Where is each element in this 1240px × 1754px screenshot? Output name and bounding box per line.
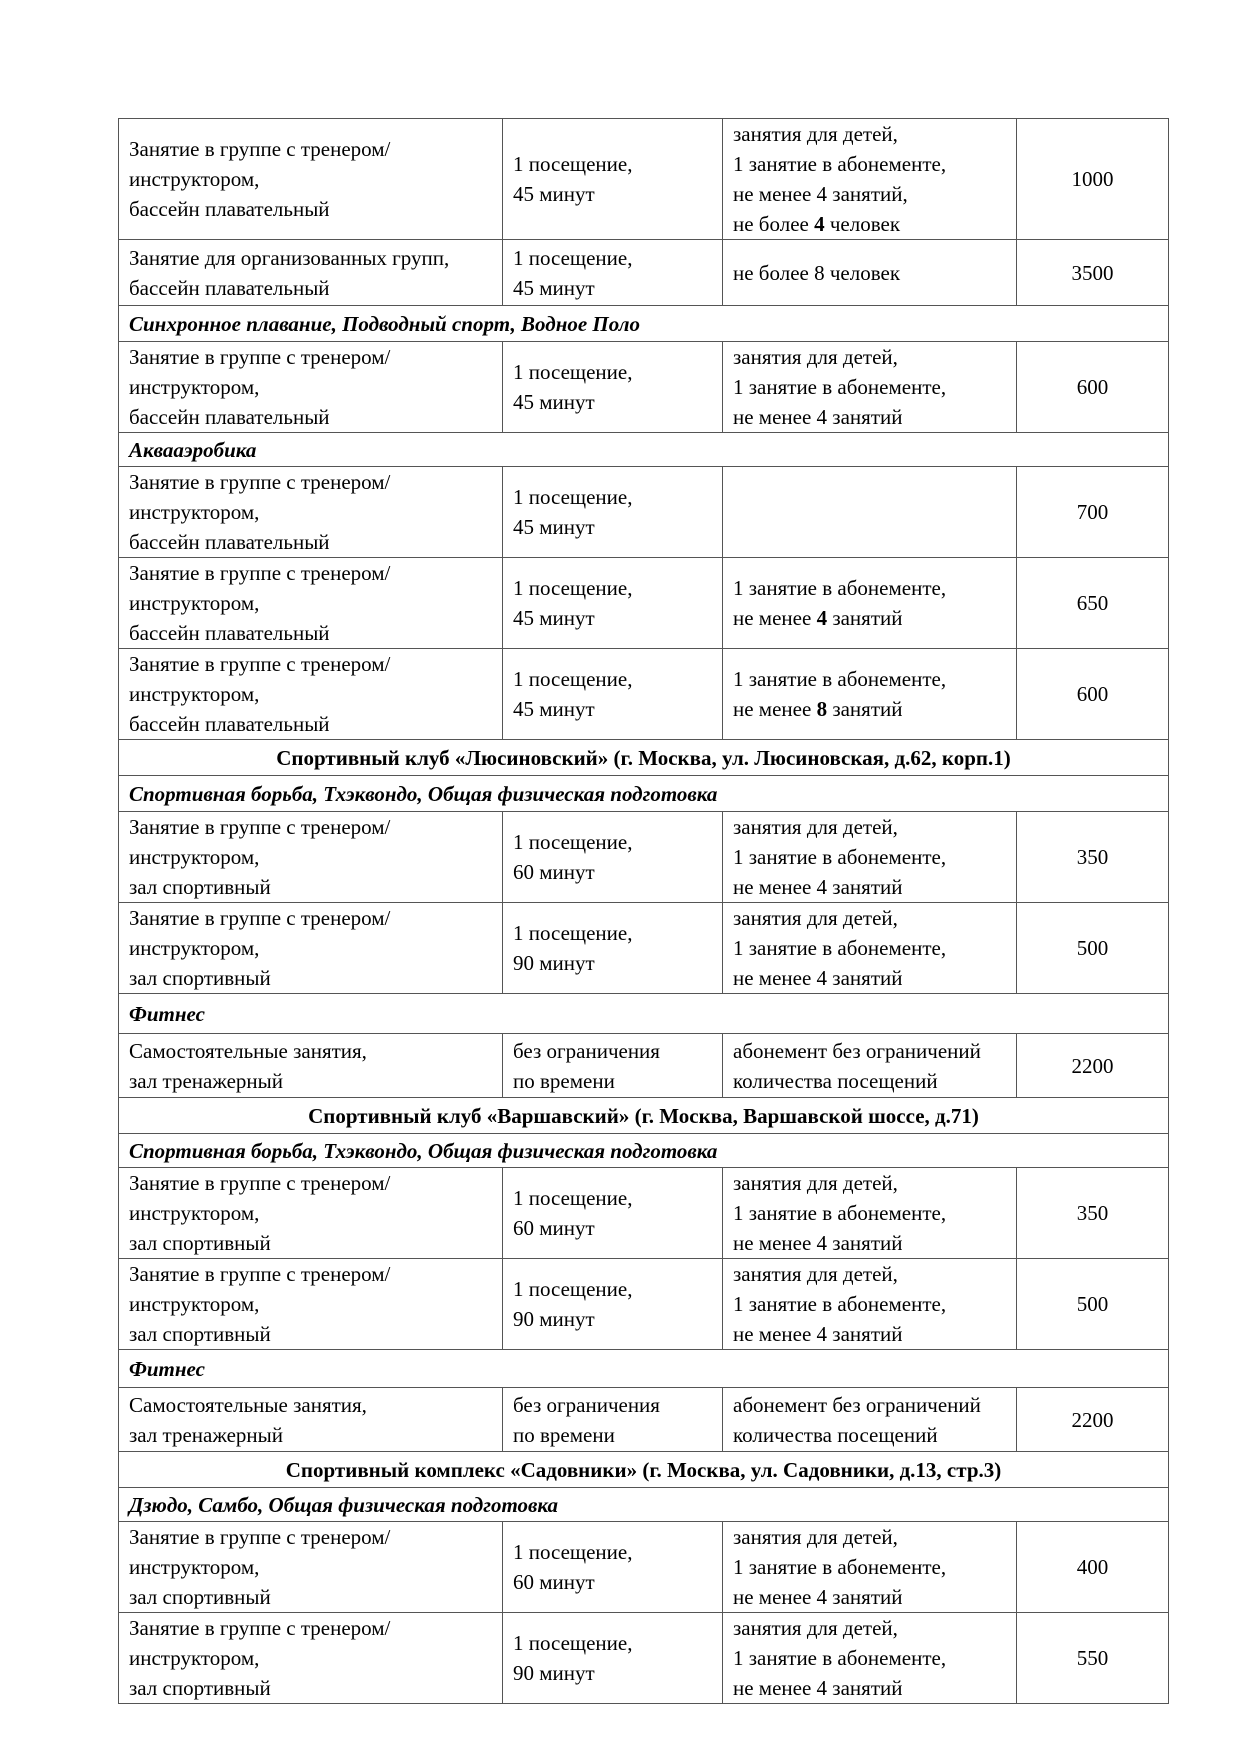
conditions-line: занятия для детей,	[733, 345, 898, 369]
conditions-cell	[723, 240, 1017, 306]
duration-cell	[503, 558, 723, 649]
conditions-line: не менее 4 занятий	[733, 1322, 903, 1346]
description-line: Занятие в группе с тренером/	[129, 1262, 391, 1286]
conditions-line: занятия для детей,	[733, 1262, 898, 1286]
service-row	[119, 119, 1169, 240]
club-heading: Спортивный клуб «Люсиновский» (г. Москва, ул. Люсиновская, д.62, корп.1)	[119, 740, 1169, 776]
description-line: Занятие в группе с тренером/	[129, 1525, 391, 1549]
price-list-page	[118, 118, 1168, 1704]
description-line: Занятие в группе с тренером/	[129, 561, 391, 585]
club-header-row	[119, 1098, 1169, 1134]
service-row	[119, 1034, 1169, 1098]
description-line: Занятие в группе с тренером/	[129, 906, 391, 930]
price-cell	[1017, 649, 1169, 740]
duration-line: 45 минут	[513, 606, 595, 630]
description-line: инструктором,	[129, 845, 260, 869]
description-line: Занятие в группе с тренером/	[129, 1616, 391, 1640]
conditions-line: 1 занятие в абонементе,	[733, 936, 947, 960]
service-description-cell	[119, 903, 503, 994]
conditions-cell	[723, 1034, 1017, 1098]
service-row	[119, 1259, 1169, 1350]
conditions-line: 1 занятие в абонементе,	[733, 375, 947, 399]
category-header-row	[119, 1134, 1169, 1168]
price-value: 650	[1076, 591, 1109, 615]
conditions-line: занятия для детей,	[733, 906, 898, 930]
duration-line: без ограничения	[513, 1038, 660, 1063]
conditions-line: не менее 4 занятий	[733, 966, 903, 990]
description-line: зал спортивный	[129, 966, 271, 990]
duration-line: 1 посещение,	[513, 245, 633, 270]
conditions-line: занятия для детей,	[733, 122, 898, 146]
duration-line: 60 минут	[513, 1216, 595, 1240]
service-row	[119, 240, 1169, 306]
duration-line: 1 посещение,	[513, 1277, 633, 1301]
price-cell	[1017, 467, 1169, 558]
description-line: инструктором,	[129, 375, 260, 399]
conditions-line: не менее 4 занятий	[733, 1231, 903, 1255]
conditions-line: количества посещений	[733, 1422, 938, 1447]
conditions-text: занятий	[827, 606, 903, 630]
conditions-emphasis: 8	[816, 697, 828, 721]
conditions-text: не менее	[733, 606, 817, 630]
price-cell	[1017, 558, 1169, 649]
category-header-row	[119, 994, 1169, 1034]
service-row	[119, 1522, 1169, 1613]
description-line: зал спортивный	[129, 1322, 271, 1346]
duration-cell	[503, 1613, 723, 1704]
description-line: Занятие в группе с тренером/	[129, 137, 391, 161]
conditions-line: занятия для детей,	[733, 1616, 898, 1640]
duration-line: 60 минут	[513, 1570, 595, 1594]
price-value: 700	[1076, 500, 1109, 524]
price-value: 350	[1076, 1201, 1109, 1225]
description-line: зал тренажерный	[129, 1422, 283, 1447]
duration-cell	[503, 342, 723, 433]
service-description-cell	[119, 558, 503, 649]
price-value: 550	[1076, 1646, 1109, 1670]
description-line: инструктором,	[129, 1646, 260, 1670]
service-row	[119, 649, 1169, 740]
price-cell	[1017, 903, 1169, 994]
category-header-row	[119, 306, 1169, 342]
service-description-cell	[119, 812, 503, 903]
duration-cell	[503, 1522, 723, 1613]
duration-cell	[503, 1168, 723, 1259]
service-row	[119, 1388, 1169, 1452]
conditions-line: занятия для детей,	[733, 1525, 898, 1549]
conditions-cell	[723, 1522, 1017, 1613]
conditions-cell	[723, 1613, 1017, 1704]
service-row	[119, 1613, 1169, 1704]
duration-line: 90 минут	[513, 1307, 595, 1331]
duration-line: 45 минут	[513, 182, 595, 206]
conditions-cell	[723, 903, 1017, 994]
duration-cell	[503, 649, 723, 740]
description-line: бассейн плавательный	[129, 197, 330, 221]
category-heading: Фитнес	[119, 1350, 1169, 1388]
conditions-cell	[723, 467, 1017, 558]
conditions-line: количества посещений	[733, 1068, 938, 1093]
category-header-row	[119, 433, 1169, 467]
price-cell	[1017, 342, 1169, 433]
description-line: бассейн плавательный	[129, 275, 330, 300]
conditions-line: 1 занятие в абонементе,	[733, 667, 947, 691]
club-header-row	[119, 1452, 1169, 1488]
conditions-line: не более 8 человек	[733, 260, 901, 285]
description-line: инструктором,	[129, 682, 260, 706]
description-line: инструктором,	[129, 1292, 260, 1316]
price-cell	[1017, 812, 1169, 903]
description-line: инструктором,	[129, 591, 260, 615]
price-value: 350	[1076, 845, 1109, 869]
description-line: зал спортивный	[129, 1585, 271, 1609]
conditions-cell	[723, 558, 1017, 649]
description-line: инструктором,	[129, 500, 260, 524]
duration-line: 90 минут	[513, 1661, 595, 1685]
price-cell	[1017, 1388, 1169, 1452]
club-heading: Спортивный клуб «Варшавский» (г. Москва, Варшавской шоссе, д.71)	[119, 1098, 1169, 1134]
price-cell	[1017, 1034, 1169, 1098]
conditions-text: не более	[733, 212, 815, 236]
category-header-row	[119, 776, 1169, 812]
service-row	[119, 903, 1169, 994]
duration-line: 1 посещение,	[513, 152, 633, 176]
conditions-line: абонемент без ограничений	[733, 1038, 981, 1063]
price-value: 500	[1076, 1292, 1109, 1316]
duration-line: 1 посещение,	[513, 360, 633, 384]
category-heading: Спортивная борьба, Тхэквондо, Общая физическая подготовка	[119, 1134, 1169, 1168]
service-row	[119, 1168, 1169, 1259]
duration-line: 1 посещение,	[513, 485, 633, 509]
price-cell	[1017, 240, 1169, 306]
price-value: 600	[1076, 375, 1109, 399]
club-heading: Спортивный комплекс «Садовники» (г. Москва, ул. Садовники, д.13, стр.3)	[119, 1452, 1169, 1488]
conditions-line: не менее 4 занятий,	[733, 182, 908, 206]
description-line: Занятие в группе с тренером/	[129, 815, 391, 839]
conditions-cell	[723, 812, 1017, 903]
category-heading: Синхронное плавание, Подводный спорт, Водное Поло	[119, 306, 1169, 342]
description-line: инструктором,	[129, 1201, 260, 1225]
description-line: бассейн плавательный	[129, 621, 330, 645]
description-line: бассейн плавательный	[129, 405, 330, 429]
conditions-cell	[723, 1259, 1017, 1350]
service-row	[119, 558, 1169, 649]
service-row	[119, 467, 1169, 558]
service-row	[119, 812, 1169, 903]
price-value: 1000	[1071, 167, 1114, 191]
description-line: бассейн плавательный	[129, 712, 330, 736]
conditions-line	[733, 209, 1006, 239]
description-line: Самостоятельные занятия,	[129, 1392, 367, 1417]
description-line: инструктором,	[129, 167, 260, 191]
price-table	[118, 118, 1169, 1704]
category-header-row	[119, 1350, 1169, 1388]
category-heading: Фитнес	[119, 994, 1169, 1034]
duration-line: 1 посещение,	[513, 921, 633, 945]
conditions-line: не менее 4 занятий	[733, 875, 903, 899]
conditions-line	[733, 603, 1006, 633]
price-value: 2200	[1071, 1407, 1114, 1432]
category-header-row	[119, 1488, 1169, 1522]
price-value: 2200	[1071, 1053, 1114, 1078]
price-value: 400	[1076, 1555, 1109, 1579]
duration-line: 1 посещение,	[513, 1186, 633, 1210]
description-line: инструктором,	[129, 936, 260, 960]
description-line: Занятие для организованных групп,	[129, 245, 450, 270]
duration-line: 1 посещение,	[513, 667, 633, 691]
conditions-line: не менее 4 занятий	[733, 1676, 903, 1700]
service-description-cell	[119, 1388, 503, 1452]
description-line: инструктором,	[129, 1555, 260, 1579]
service-description-cell	[119, 467, 503, 558]
service-description-cell	[119, 1613, 503, 1704]
price-cell	[1017, 1168, 1169, 1259]
service-description-cell	[119, 342, 503, 433]
conditions-line: 1 занятие в абонементе,	[733, 1201, 947, 1225]
conditions-line: 1 занятие в абонементе,	[733, 1646, 947, 1670]
price-value: 500	[1076, 936, 1109, 960]
conditions-emphasis: 4	[814, 212, 825, 236]
club-header-row	[119, 740, 1169, 776]
service-description-cell	[119, 119, 503, 240]
duration-line: 45 минут	[513, 515, 595, 539]
price-cell	[1017, 1259, 1169, 1350]
description-line: зал спортивный	[129, 1231, 271, 1255]
duration-line: 45 минут	[513, 390, 595, 414]
conditions-line: не менее 4 занятий	[733, 405, 903, 429]
price-table-body	[119, 119, 1169, 1704]
category-heading: Аквааэробика	[119, 433, 1169, 467]
conditions-cell	[723, 1168, 1017, 1259]
description-line: Занятие в группе с тренером/	[129, 1171, 391, 1195]
category-heading: Дзюдо, Самбо, Общая физическая подготовка	[119, 1488, 1169, 1522]
duration-cell	[503, 812, 723, 903]
description-line: Занятие в группе с тренером/	[129, 652, 391, 676]
service-description-cell	[119, 240, 503, 306]
price-value: 600	[1076, 682, 1109, 706]
price-cell	[1017, 119, 1169, 240]
duration-line: 1 посещение,	[513, 1540, 633, 1564]
service-description-cell	[119, 1034, 503, 1098]
conditions-line: 1 занятие в абонементе,	[733, 845, 947, 869]
service-description-cell	[119, 1259, 503, 1350]
conditions-cell	[723, 1388, 1017, 1452]
description-line: зал тренажерный	[129, 1068, 283, 1093]
duration-line: 90 минут	[513, 951, 595, 975]
duration-cell	[503, 240, 723, 306]
duration-line: по времени	[513, 1068, 615, 1093]
conditions-line	[733, 694, 1006, 724]
description-line: бассейн плавательный	[129, 530, 330, 554]
duration-line: 45 минут	[513, 275, 595, 300]
conditions-line: не менее 4 занятий	[733, 1585, 903, 1609]
conditions-text: занятий	[827, 697, 903, 721]
duration-line: 1 посещение,	[513, 1631, 633, 1655]
conditions-cell	[723, 119, 1017, 240]
price-cell	[1017, 1522, 1169, 1613]
conditions-line: 1 занятие в абонементе,	[733, 152, 947, 176]
duration-line: по времени	[513, 1422, 615, 1447]
category-heading: Спортивная борьба, Тхэквондо, Общая физическая подготовка	[119, 776, 1169, 812]
service-description-cell	[119, 1168, 503, 1259]
conditions-line: занятия для детей,	[733, 1171, 898, 1195]
duration-cell	[503, 1388, 723, 1452]
description-line: Занятие в группе с тренером/	[129, 470, 391, 494]
duration-line: 45 минут	[513, 697, 595, 721]
description-line: Самостоятельные занятия,	[129, 1038, 367, 1063]
duration-line: 1 посещение,	[513, 576, 633, 600]
price-cell	[1017, 1613, 1169, 1704]
conditions-line: 1 занятие в абонементе,	[733, 1555, 947, 1579]
duration-cell	[503, 1034, 723, 1098]
conditions-line: абонемент без ограничений	[733, 1392, 981, 1417]
duration-cell	[503, 119, 723, 240]
duration-cell	[503, 1259, 723, 1350]
duration-line: без ограничения	[513, 1392, 660, 1417]
duration-line: 60 минут	[513, 860, 595, 884]
description-line: Занятие в группе с тренером/	[129, 345, 391, 369]
duration-cell	[503, 467, 723, 558]
service-description-cell	[119, 649, 503, 740]
service-row	[119, 342, 1169, 433]
service-description-cell	[119, 1522, 503, 1613]
conditions-line: 1 занятие в абонементе,	[733, 1292, 947, 1316]
conditions-text: человек	[824, 212, 901, 236]
duration-line: 1 посещение,	[513, 830, 633, 854]
conditions-cell	[723, 342, 1017, 433]
price-value: 3500	[1071, 260, 1114, 285]
conditions-cell	[723, 649, 1017, 740]
conditions-line: 1 занятие в абонементе,	[733, 576, 947, 600]
duration-cell	[503, 903, 723, 994]
description-line: зал спортивный	[129, 875, 271, 899]
conditions-emphasis: 4	[816, 606, 828, 630]
description-line: зал спортивный	[129, 1676, 271, 1700]
conditions-line: занятия для детей,	[733, 815, 898, 839]
conditions-text: не менее	[733, 697, 817, 721]
